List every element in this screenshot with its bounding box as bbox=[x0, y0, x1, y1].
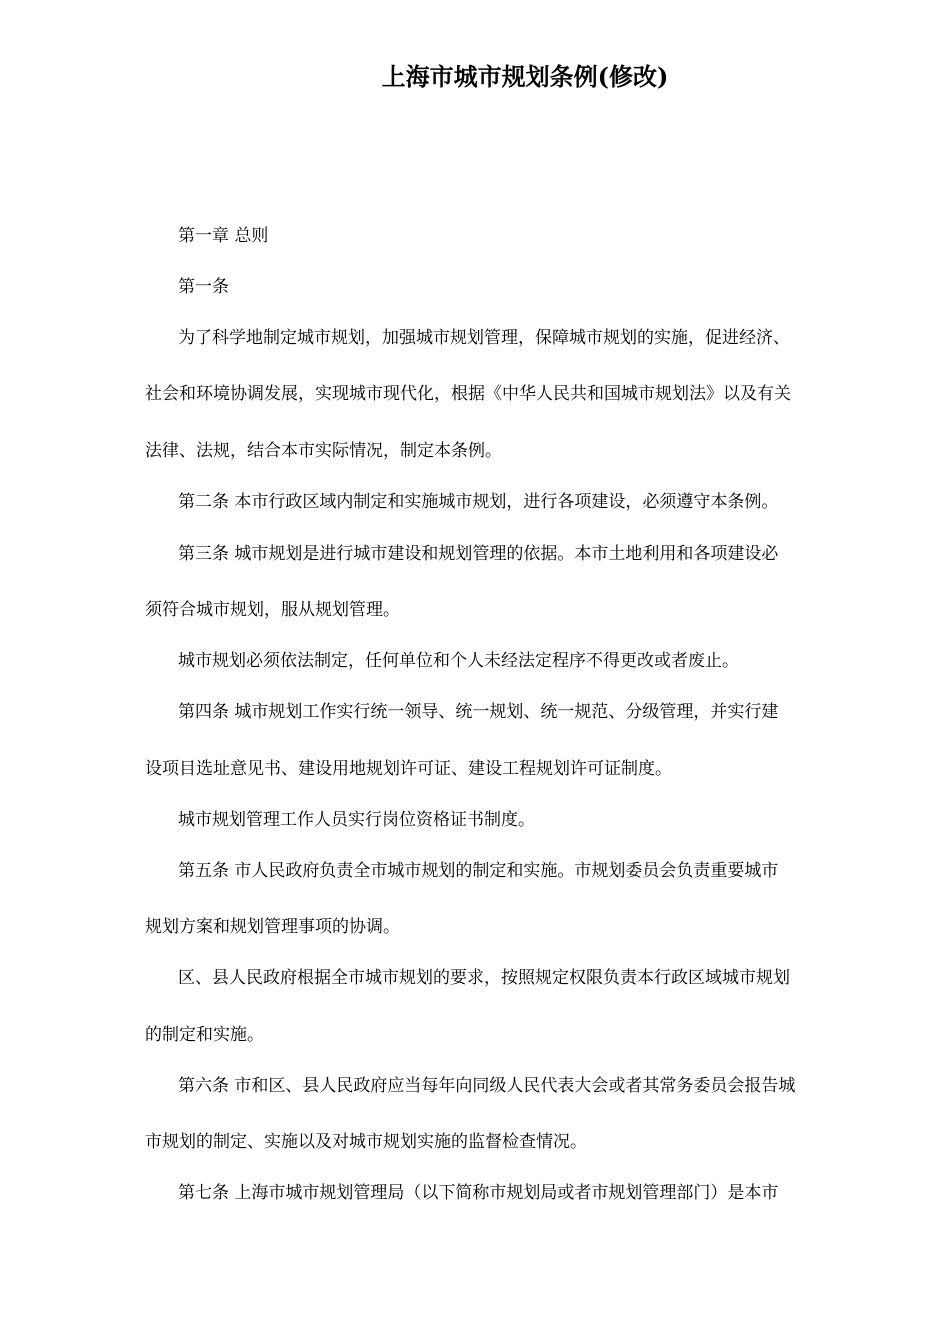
article-5-para-2-line-2: 的制定和实施。 bbox=[145, 1025, 264, 1045]
article-6-line-1: 第六条 市和区、县人民政府应当每年向同级人民代表大会或者其常务委员会报告城 bbox=[178, 1076, 796, 1096]
article-2-line-1: 第二条 本市行政区域内制定和实施城市规划，进行各项建设，必须遵守本条例。 bbox=[178, 492, 779, 512]
article-7-line-1: 第七条 上海市城市规划管理局（以下简称市规划局或者市规划管理部门）是本市 bbox=[178, 1183, 779, 1203]
document-title: 上海市城市规划条例(修改) bbox=[381, 62, 669, 91]
article-1-line-3: 法律、法规，结合本市实际情况，制定本条例。 bbox=[145, 441, 502, 461]
article-5-line-2: 规划方案和规划管理事项的协调。 bbox=[145, 917, 400, 937]
article-6-line-2: 市规划的制定、实施以及对城市规划实施的监督检查情况。 bbox=[145, 1132, 587, 1152]
article-4-line-1: 第四条 城市规划工作实行统一领导、统一规划、统一规范、分级管理，并实行建 bbox=[178, 702, 779, 722]
article-5-para-2-line-1: 区、县人民政府根据全市城市规划的要求，按照规定权限负责本行政区域城市规划 bbox=[178, 968, 790, 988]
article-3-para-2: 城市规划必须依法制定，任何单位和个人未经法定程序不得更改或者废止。 bbox=[178, 651, 739, 671]
article-5-line-1: 第五条 市人民政府负责全市城市规划的制定和实施。市规划委员会负责重要城市 bbox=[178, 861, 779, 881]
article-4-line-2: 设项目选址意见书、建设用地规划许可证、建设工程规划许可证制度。 bbox=[145, 759, 672, 779]
article-1-heading: 第一条 bbox=[178, 277, 229, 297]
article-1-line-2: 社会和环境协调发展，实现城市现代化，根据《中华人民共和国城市规划法》以及有关 bbox=[145, 384, 791, 404]
article-3-line-1: 第三条 城市规划是进行城市建设和规划管理的依据。本市土地利用和各项建设必 bbox=[178, 544, 779, 564]
article-4-para-2: 城市规划管理工作人员实行岗位资格证书制度。 bbox=[178, 810, 535, 830]
article-1-line-1: 为了科学地制定城市规划，加强城市规划管理，保障城市规划的实施，促进经济、 bbox=[178, 328, 790, 348]
article-3-line-2: 须符合城市规划，服从规划管理。 bbox=[145, 600, 400, 620]
chapter-heading: 第一章 总则 bbox=[178, 226, 269, 246]
